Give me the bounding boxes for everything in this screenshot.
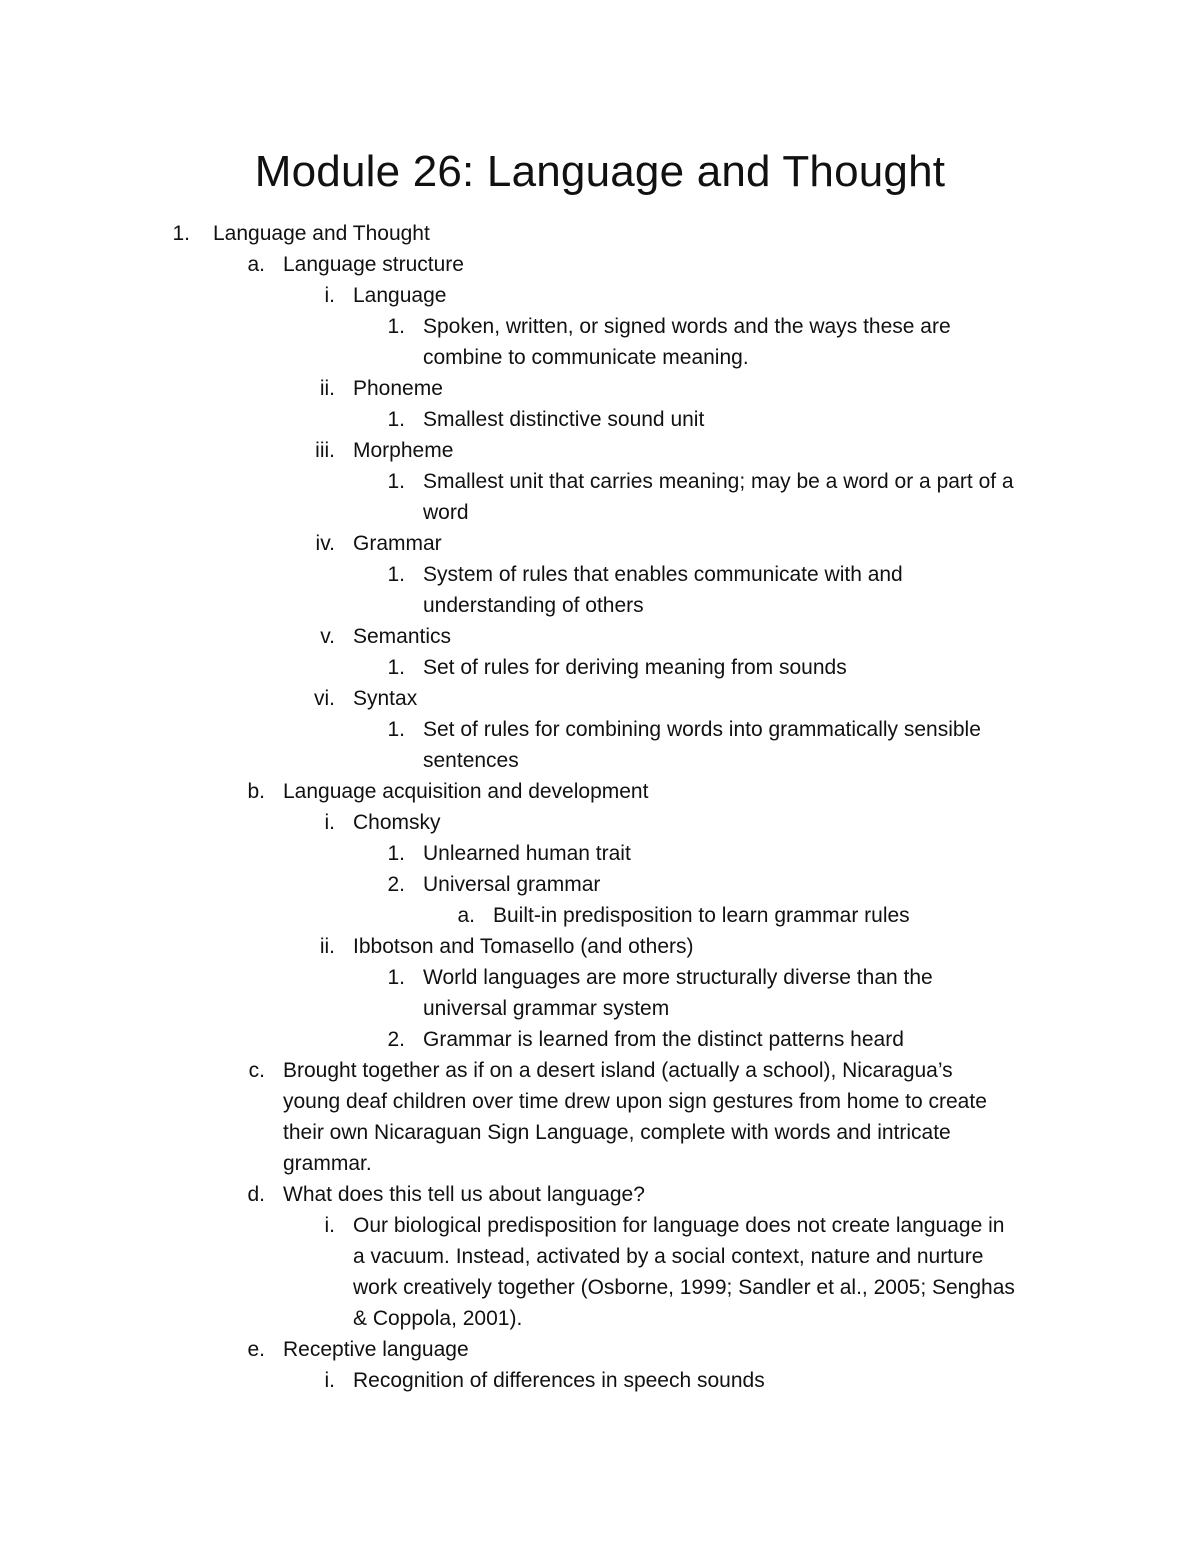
- outline-line: [0, 900, 1200, 931]
- outline-marker: i.: [324, 1214, 335, 1237]
- outline-line: [0, 373, 1200, 404]
- outline-line: [0, 1024, 1200, 1055]
- outline-marker: 1.: [387, 842, 405, 865]
- outline-text: System of rules that enables communicate with and: [423, 563, 903, 586]
- outline-list: [0, 218, 1200, 1396]
- outline-text: Grammar is learned from the distinct patterns heard: [423, 1028, 904, 1051]
- outline-line: [0, 621, 1200, 652]
- outline-line: [0, 1272, 1200, 1303]
- outline-line: [0, 807, 1200, 838]
- outline-marker: 2.: [387, 873, 405, 896]
- outline-line: [0, 218, 1200, 249]
- outline-marker: 1.: [387, 315, 405, 338]
- outline-line: [0, 280, 1200, 311]
- outline-line: [0, 1303, 1200, 1334]
- outline-text: & Coppola, 2001).: [353, 1307, 523, 1330]
- outline-line: [0, 528, 1200, 559]
- outline-text: Brought together as if on a desert island (actually a school), Nicaragua’s: [283, 1059, 953, 1082]
- outline-line: [0, 1148, 1200, 1179]
- outline-line: [0, 962, 1200, 993]
- outline-text: Smallest distinctive sound unit: [423, 408, 705, 431]
- outline-line: [0, 342, 1200, 373]
- outline-line: [0, 1210, 1200, 1241]
- outline-text: young deaf children over time drew upon sign gestures from home to create: [283, 1090, 987, 1113]
- outline-marker: ii.: [319, 935, 335, 958]
- outline-line: [0, 869, 1200, 900]
- outline-line: [0, 714, 1200, 745]
- outline-marker: iii.: [315, 439, 335, 462]
- outline-line: [0, 1334, 1200, 1365]
- outline-text: Grammar: [353, 532, 442, 555]
- outline-line: [0, 776, 1200, 807]
- outline-line: [0, 1365, 1200, 1396]
- outline-text: Morpheme: [353, 439, 454, 462]
- outline-marker: ii.: [319, 377, 335, 400]
- outline-line: [0, 1086, 1200, 1117]
- outline-line: [0, 1117, 1200, 1148]
- outline-marker: a.: [457, 904, 475, 927]
- outline-text: Smallest unit that carries meaning; may be a word or a part of a: [423, 470, 1014, 493]
- outline-text: understanding of others: [423, 594, 644, 617]
- outline-marker: e.: [247, 1338, 265, 1361]
- outline-line: [0, 931, 1200, 962]
- outline-marker: 1.: [172, 222, 190, 245]
- outline-text: Phoneme: [353, 377, 443, 400]
- outline-line: [0, 1055, 1200, 1086]
- outline-text: word: [423, 501, 469, 524]
- outline-line: [0, 404, 1200, 435]
- outline-marker: 1.: [387, 718, 405, 741]
- outline-text: Language structure: [283, 253, 464, 276]
- outline-text: Set of rules for combining words into grammatically sensible: [423, 718, 981, 741]
- outline-marker: d.: [247, 1183, 265, 1206]
- outline-marker: 1.: [387, 470, 405, 493]
- outline-marker: c.: [248, 1059, 265, 1082]
- outline-text: Our biological predisposition for language does not create language in: [353, 1214, 1005, 1237]
- outline-text: Recognition of differences in speech sounds: [353, 1369, 765, 1392]
- outline-line: [0, 652, 1200, 683]
- outline-text: Language: [353, 284, 447, 307]
- outline-line: [0, 1179, 1200, 1210]
- outline-text: Chomsky: [353, 811, 441, 834]
- outline-text: Receptive language: [283, 1338, 469, 1361]
- outline-marker: iv.: [315, 532, 335, 555]
- outline-text: Universal grammar: [423, 873, 601, 896]
- outline-text: Language acquisition and development: [283, 780, 649, 803]
- outline-line: [0, 435, 1200, 466]
- outline-line: [0, 838, 1200, 869]
- outline-line: [0, 993, 1200, 1024]
- outline-marker: 1.: [387, 408, 405, 431]
- outline-line: [0, 311, 1200, 342]
- outline-text: a vacuum. Instead, activated by a social context, nature and nurture: [353, 1245, 984, 1268]
- outline-marker: 1.: [387, 563, 405, 586]
- outline-marker: v.: [320, 625, 335, 648]
- outline-text: sentences: [423, 749, 519, 772]
- outline-text: grammar.: [283, 1152, 372, 1175]
- outline-marker: vi.: [314, 687, 335, 710]
- outline-marker: a.: [247, 253, 265, 276]
- outline-marker: b.: [247, 780, 265, 803]
- outline-marker: i.: [324, 811, 335, 834]
- outline-text: Spoken, written, or signed words and the ways these are: [423, 315, 951, 338]
- outline-marker: i.: [324, 1369, 335, 1392]
- outline-line: [0, 1241, 1200, 1272]
- outline-text: work creatively together (Osborne, 1999; Sandler et al., 2005; Senghas: [353, 1276, 1015, 1299]
- outline-text: universal grammar system: [423, 997, 670, 1020]
- outline-marker: 2.: [387, 1028, 405, 1051]
- outline-text: World languages are more structurally diverse than the: [423, 966, 933, 989]
- outline-line: [0, 466, 1200, 497]
- outline-text: their own Nicaraguan Sign Language, complete with words and intricate: [283, 1121, 951, 1144]
- outline-text: Unlearned human trait: [423, 842, 631, 865]
- outline-text: Language and Thought: [213, 222, 430, 245]
- outline-text: Semantics: [353, 625, 452, 648]
- outline-text: Syntax: [353, 687, 418, 710]
- outline-text: Ibbotson and Tomasello (and others): [353, 935, 694, 958]
- outline-line: [0, 497, 1200, 528]
- outline-text: combine to communicate meaning.: [423, 346, 749, 369]
- outline-line: [0, 745, 1200, 776]
- outline-text: Set of rules for deriving meaning from sounds: [423, 656, 847, 679]
- outline-text: Built-in predisposition to learn grammar rules: [493, 904, 910, 927]
- outline-line: [0, 683, 1200, 714]
- outline-line: [0, 590, 1200, 621]
- outline-text: What does this tell us about language?: [283, 1183, 645, 1206]
- outline-marker: i.: [324, 284, 335, 307]
- outline-line: [0, 559, 1200, 590]
- outline-marker: 1.: [387, 656, 405, 679]
- page-title: Module 26: Language and Thought: [254, 147, 946, 196]
- outline-marker: 1.: [387, 966, 405, 989]
- outline-line: [0, 249, 1200, 280]
